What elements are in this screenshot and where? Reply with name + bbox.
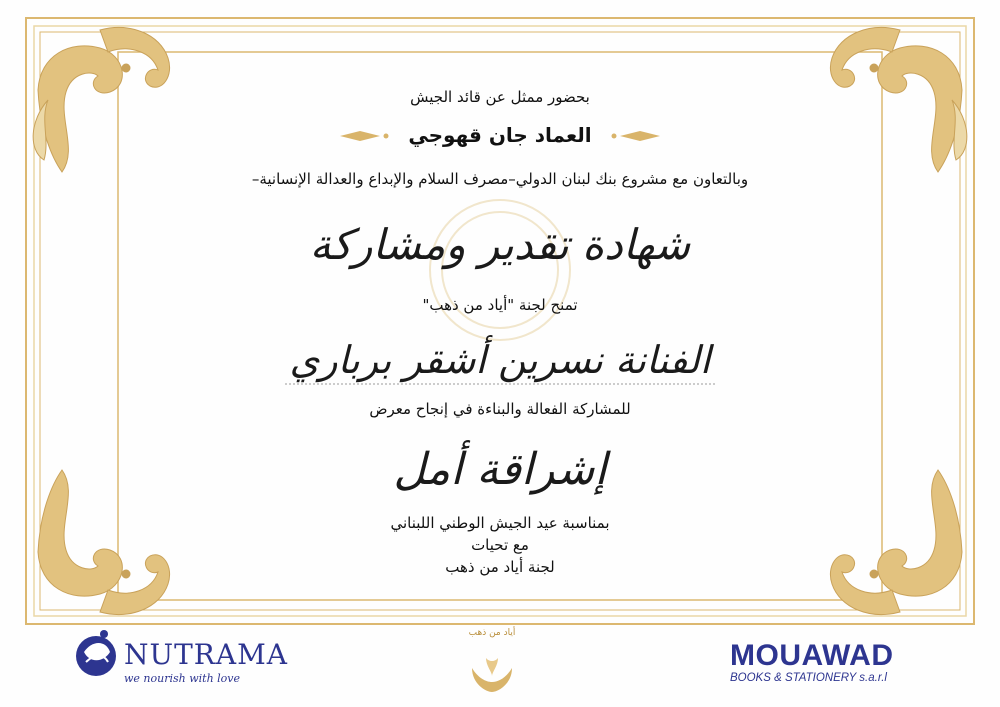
commander-name: العماد جان قهوجي: [408, 123, 592, 147]
center-logo: [462, 628, 522, 694]
exhibition-name: إشراقة أمل: [393, 444, 607, 495]
mouawad-name: MOUAWAD: [730, 639, 894, 672]
certificate-title: شهادة تقدير ومشاركة: [309, 220, 691, 269]
mouawad-logo: [730, 640, 950, 684]
cooperation-line: وبالتعاون مع مشروع بنك لبنان الدولي–مصرف السلام والإبداع والعدالة الإنسانية–: [251, 170, 749, 188]
occasion-line: بمناسبة عيد الجيش الوطني اللبناني: [390, 514, 610, 532]
nutrama-logo: [74, 628, 288, 688]
greetings-line: مع تحيات: [471, 536, 529, 554]
signature-line: لجنة أياد من ذهب: [445, 558, 555, 576]
nutrama-name: NUTRAMA: [124, 638, 288, 671]
recipient-name: الفنانة نسرين أشقر برباري: [289, 338, 711, 382]
attendance-line: بحضور ممثل عن قائد الجيش: [410, 88, 590, 106]
granted-by-line: تمنح لجنة "أياد من ذهب": [422, 296, 578, 314]
participation-line: للمشاركة الفعالة والبناءة في إنجاح معرض: [369, 400, 631, 418]
center-logo-text: أياد من ذهب: [468, 628, 516, 638]
corner-flourish-bottom-right: [830, 470, 962, 614]
mouawad-tagline: BOOKS & STATIONERY s.a.r.l: [730, 672, 887, 684]
nutrama-tagline: we nourish with love: [124, 672, 241, 685]
corner-flourish-top-right: [830, 28, 966, 172]
